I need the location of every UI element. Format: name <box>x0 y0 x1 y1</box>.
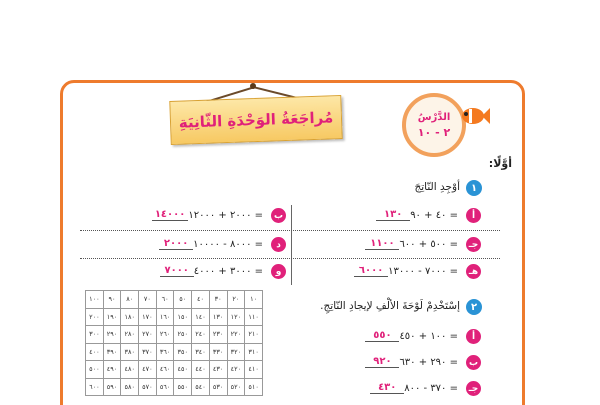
board-cell: ١٧٠ <box>139 308 157 326</box>
column-divider <box>291 205 292 285</box>
board-cell: ٥٤٠ <box>192 378 210 396</box>
answer-field[interactable]: ٢٠٠٠ <box>159 238 193 250</box>
board-cell: ٥٧٠ <box>139 378 157 396</box>
board-cell: ٢١٠ <box>245 326 263 344</box>
answer-field[interactable]: ١١٠٠ <box>365 238 399 250</box>
board-cell: ٣٤٠ <box>192 343 210 361</box>
board-cell: ٥٠ <box>174 291 192 309</box>
board-cell: ١٥٠ <box>174 308 192 326</box>
board-cell: ٤٩٠ <box>103 361 121 379</box>
expression: = ٧٠٠٠ - ١٣٠٠٠ <box>388 265 458 277</box>
answer-field[interactable]: ١٤٠٠٠ <box>152 209 189 221</box>
board-cell: ٤٠٠ <box>86 343 104 361</box>
question-2-number: ٢ <box>466 299 482 315</box>
board-cell: ١١٠ <box>245 308 263 326</box>
board-row <box>86 308 263 326</box>
board-row <box>86 378 263 396</box>
board-cell: ٢٤٠ <box>192 326 210 344</box>
expression: = ٢٩٠ + ٦٣٠ <box>399 356 458 368</box>
item-marker: هـ <box>466 264 481 279</box>
expression: = ٤٠ + ٩٠ <box>410 209 458 221</box>
board-cell: ٢٥٠ <box>174 326 192 344</box>
item-marker: جـ <box>466 381 481 396</box>
answer-field[interactable]: ٥٥٠ <box>365 330 399 342</box>
row-divider <box>80 230 500 231</box>
board-cell: ١٣٠ <box>209 308 227 326</box>
board-cell: ١٠ <box>245 291 263 309</box>
board-cell: ٣٧٠ <box>139 343 157 361</box>
board-cell: ٦٠ <box>156 291 174 309</box>
board-cell: ٤٦٠ <box>156 361 174 379</box>
board-cell: ٤٥٠ <box>174 361 192 379</box>
board-cell: ٥٦٠ <box>156 378 174 396</box>
item-marker: جـ <box>466 237 481 252</box>
item-marker: ب <box>466 355 481 370</box>
board-row <box>86 361 263 379</box>
board-cell: ٤٤٠ <box>192 361 210 379</box>
title-banner <box>169 95 342 145</box>
board-cell: ٣٥٠ <box>174 343 192 361</box>
lesson-badge-label: الدَّرْسُ <box>417 111 451 123</box>
item-marker: ب <box>271 208 286 223</box>
board-cell: ٥١٠ <box>245 378 263 396</box>
board-cell: ٤٣٠ <box>209 361 227 379</box>
q2-item-a <box>363 330 458 342</box>
board-cell: ٣٢٠ <box>227 343 245 361</box>
q2-item-c <box>368 382 458 394</box>
answer-field[interactable]: ٧٠٠٠ <box>160 265 194 277</box>
board-cell: ٤٨٠ <box>121 361 139 379</box>
nail-icon <box>250 83 256 89</box>
page-title: مُراجَعَةُ الوَحْدَةِ الثّانِيَةِ <box>178 108 334 132</box>
board-cell: ٥٠٠ <box>86 361 104 379</box>
board-cell: ٥٣٠ <box>209 378 227 396</box>
board-cell: ٥٩٠ <box>103 378 121 396</box>
answer-field[interactable]: ٩٢٠ <box>365 356 399 368</box>
item-marker: أ <box>466 208 481 223</box>
board-cell: ٣٠٠ <box>86 326 104 344</box>
fish-icon <box>461 105 491 127</box>
expression: = ٣٠٠٠ + ٤٠٠٠ <box>193 265 263 277</box>
board-cell: ١٦٠ <box>156 308 174 326</box>
board-cell: ٣٣٠ <box>209 343 227 361</box>
expression: = ٣٧٠ - ٨٠٠ <box>404 382 458 394</box>
board-cell: ٢٧٠ <box>139 326 157 344</box>
board-cell: ٢٠٠ <box>86 308 104 326</box>
board-cell: ٨٠ <box>121 291 139 309</box>
question-1-instruction: أوْجِدِ النّاتِجَ <box>414 181 460 193</box>
board-cell: ٢٠ <box>227 291 245 309</box>
q2-item-b <box>363 356 458 368</box>
answer-field[interactable]: ٤٣٠ <box>370 382 404 394</box>
board-cell: ٢٨٠ <box>121 326 139 344</box>
board-cell: ١٢٠ <box>227 308 245 326</box>
board-cell: ٣٦٠ <box>156 343 174 361</box>
board-cell: ٩٠ <box>103 291 121 309</box>
board-cell: ١٩٠ <box>103 308 121 326</box>
lesson-badge <box>402 93 466 157</box>
board-cell: ٣٨٠ <box>121 343 139 361</box>
expression: = ١٠٠ + ٤٥٠ <box>399 330 458 342</box>
expression: = ٢٠٠٠ + ١٢٠٠٠ <box>188 209 263 221</box>
item-marker: و <box>271 264 286 279</box>
board-cell: ٤٢٠ <box>227 361 245 379</box>
board-cell: ١٠٠ <box>86 291 104 309</box>
expression: = ٨٠٠٠ - ١٠٠٠٠ <box>193 238 263 250</box>
q1-item-b <box>150 209 263 221</box>
thousands-board <box>85 290 263 396</box>
question-1-number: ١ <box>466 180 482 196</box>
q1-item-d <box>157 238 263 250</box>
board-cell: ١٨٠ <box>121 308 139 326</box>
board-cell: ٣٠ <box>209 291 227 309</box>
board-row <box>86 291 263 309</box>
board-row <box>86 343 263 361</box>
board-row <box>86 326 263 344</box>
board-cell: ٥٨٠ <box>121 378 139 396</box>
board-cell: ٥٥٠ <box>174 378 192 396</box>
question-2-instruction: إسْتَخْدِمْ لَوْحَةَ الألْفِ لإيجادِ النّاتِجِ. <box>320 300 460 312</box>
section-heading: أوَّلًا: <box>488 157 512 170</box>
item-marker: أ <box>466 329 481 344</box>
q1-item-f <box>158 265 263 277</box>
item-marker: د <box>271 237 286 252</box>
answer-field[interactable]: ٦٠٠٠ <box>354 265 388 277</box>
lesson-badge-number: ٢ - ١٠ <box>417 125 451 139</box>
board-cell: ٣٩٠ <box>103 343 121 361</box>
board-cell: ٤٠ <box>192 291 210 309</box>
q1-item-a <box>374 209 458 221</box>
board-cell: ٥٢٠ <box>227 378 245 396</box>
board-cell: ٢٩٠ <box>103 326 121 344</box>
board-cell: ١٤٠ <box>192 308 210 326</box>
q1-item-c <box>363 238 458 250</box>
q1-item-e <box>352 265 458 277</box>
board-cell: ٤٧٠ <box>139 361 157 379</box>
board-cell: ٢٦٠ <box>156 326 174 344</box>
board-cell: ٢٢٠ <box>227 326 245 344</box>
row-divider <box>80 258 500 259</box>
board-cell: ٤١٠ <box>245 361 263 379</box>
board-cell: ٣١٠ <box>245 343 263 361</box>
board-cell: ٧٠ <box>139 291 157 309</box>
expression: = ٥٠٠ + ٦٠٠ <box>399 238 458 250</box>
board-cell: ٦٠٠ <box>86 378 104 396</box>
board-cell: ٢٣٠ <box>209 326 227 344</box>
answer-field[interactable]: ١٣٠ <box>376 209 410 221</box>
